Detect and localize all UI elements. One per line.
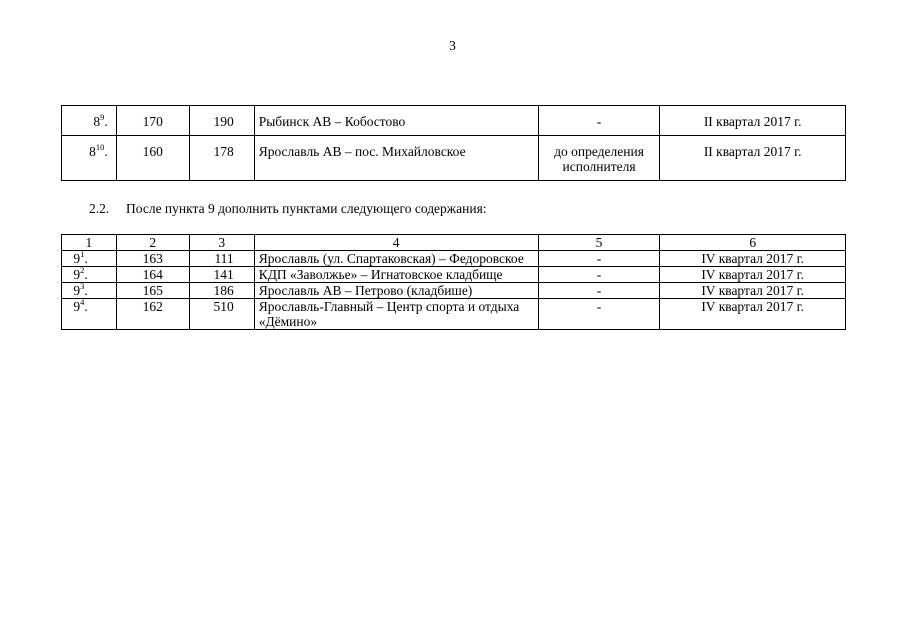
table-header-row	[62, 235, 846, 251]
table-row	[62, 267, 846, 283]
cell-col2: 165	[116, 283, 189, 299]
table-row	[62, 283, 846, 299]
cell-route: Ярославль АВ – Петрово (кладбише)	[254, 283, 538, 299]
cell-col2: 163	[116, 251, 189, 267]
clause-text: После пункта 9 дополнить пунктами следующего содержания:	[126, 201, 487, 216]
cell-route: Ярославль (ул. Спартаковская) – Федоровское	[254, 251, 538, 267]
header-col2: 2	[116, 235, 189, 251]
cell-period: IV квартал 2017 г.	[660, 299, 846, 330]
row-number: $9^2$.	[62, 267, 117, 283]
cell-route: Ярославль-Главный – Центр спорта и отдыха «Дёмино»	[254, 299, 538, 330]
cell-col5: до определения исполнителя	[538, 136, 660, 181]
table-row	[62, 106, 846, 136]
cell-col3: 111	[189, 251, 254, 267]
cell-col3: 141	[189, 267, 254, 283]
header-col1: 1	[62, 235, 117, 251]
cell-col5: -	[538, 283, 660, 299]
cell-col2: 160	[116, 136, 189, 181]
page-number: 3	[449, 38, 456, 53]
row-number: $8^{10}$.	[62, 136, 117, 181]
cell-col3: 178	[189, 136, 254, 181]
cell-route: Ярославль АВ – пос. Михайловское	[254, 136, 538, 181]
header-col5: 5	[538, 235, 660, 251]
cell-col3: 190	[189, 106, 254, 136]
row-number: $9^3$.	[62, 283, 117, 299]
row-number: $9^1$.	[62, 251, 117, 267]
header-col6: 6	[660, 235, 846, 251]
cell-period: IV квартал 2017 г.	[660, 267, 846, 283]
cell-col5: -	[538, 299, 660, 330]
clause-2-2	[89, 201, 487, 217]
cell-period: II квартал 2017 г.	[660, 136, 846, 181]
table-row	[62, 299, 846, 330]
cell-period: II квартал 2017 г.	[660, 106, 846, 136]
cell-col5: -	[538, 251, 660, 267]
table-row	[62, 136, 846, 181]
table-row	[62, 251, 846, 267]
cell-col5: -	[538, 106, 660, 136]
cell-period: IV квартал 2017 г.	[660, 251, 846, 267]
routes-table-continued	[61, 105, 846, 181]
header-col3: 3	[189, 235, 254, 251]
cell-col2: 164	[116, 267, 189, 283]
row-number: $8^9$.	[62, 106, 117, 136]
cell-col5: -	[538, 267, 660, 283]
cell-route: КДП «Заволжье» – Игнатовское кладбище	[254, 267, 538, 283]
cell-period: IV квартал 2017 г.	[660, 283, 846, 299]
cell-col3: 186	[189, 283, 254, 299]
header-col4: 4	[254, 235, 538, 251]
cell-col2: 170	[116, 106, 189, 136]
cell-col3: 510	[189, 299, 254, 330]
clause-number: 2.2.	[89, 201, 110, 216]
cell-col2: 162	[116, 299, 189, 330]
cell-route: Рыбинск АВ – Кобостово	[254, 106, 538, 136]
row-number: $9^4$.	[62, 299, 117, 330]
routes-table-additions	[61, 234, 846, 330]
